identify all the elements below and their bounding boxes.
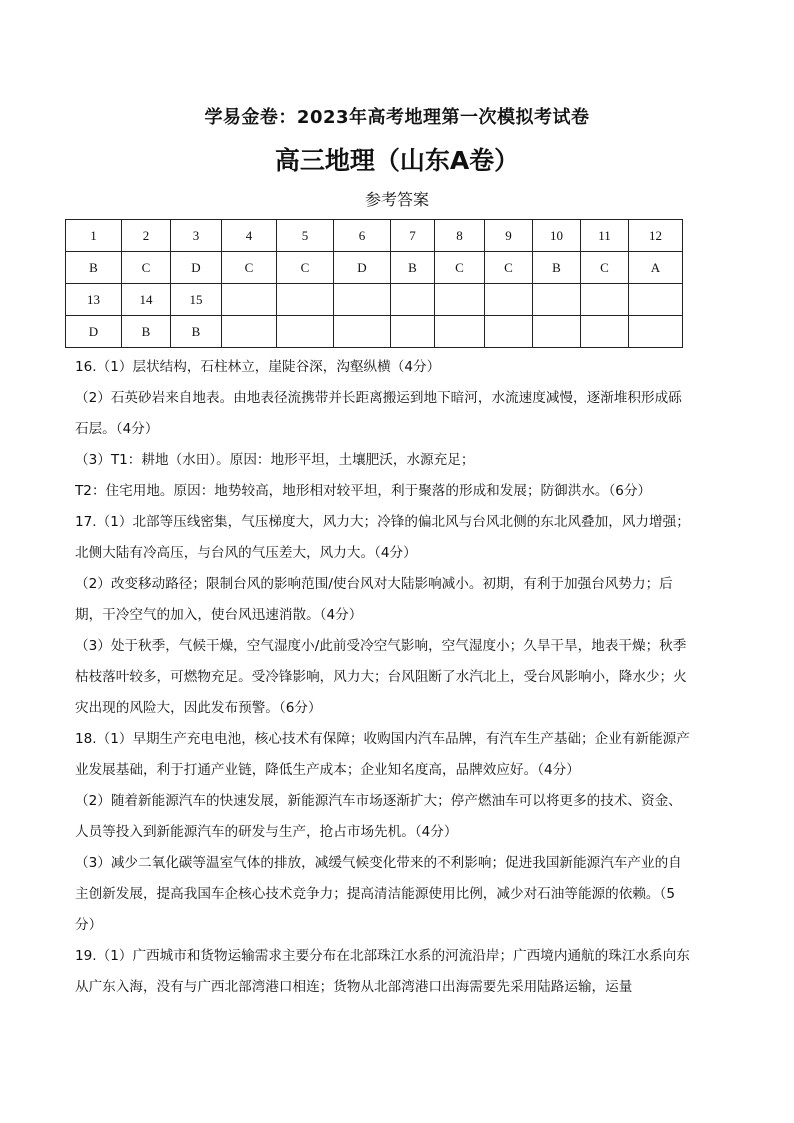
table-row — [66, 284, 683, 316]
answer-17-2: （2）改变移动路径；限制台风的影响范围/使台风对大陆影响减小。初期，有利于加强台风势力；后期，干冷空气的加入，使台风迅速消散。（4分） — [75, 576, 673, 623]
section-title: 参考答案 — [364, 190, 429, 209]
table-cell: C — [581, 252, 629, 284]
table-cell — [435, 284, 485, 316]
table-cell: 13 — [66, 284, 122, 316]
table-cell: B — [122, 316, 171, 348]
table-cell: B — [171, 316, 222, 348]
table-cell — [334, 284, 391, 316]
table-cell: 12 — [629, 220, 683, 252]
table-cell — [277, 316, 334, 348]
answer-16-3-t1: （3）T1：耕地（水田）。原因：地形平坦，土壤肥沃，水源充足； — [75, 452, 475, 468]
table-cell — [222, 316, 277, 348]
exam-subtitle: 高三地理（山东A卷） — [274, 146, 520, 175]
table-cell — [222, 284, 277, 316]
table-row — [66, 316, 683, 348]
table-cell: D — [66, 316, 122, 348]
table-cell — [485, 316, 533, 348]
table-cell: 4 — [222, 220, 277, 252]
table-cell: 14 — [122, 284, 171, 316]
answer-16-1: 16.（1）层状结构，石柱林立，崖陡谷深，沟壑纵横（4分） — [75, 359, 441, 375]
table-cell: B — [391, 252, 435, 284]
answer-18-2: （2）随着新能源汽车的快速发展，新能源汽车市场逐渐扩大；停产燃油车可以将更多的技术、资金、人员等投入到新能源汽车的研发与生产，抢占市场先机。（4分） — [75, 793, 682, 840]
table-cell: B — [66, 252, 122, 284]
table-cell: D — [171, 252, 222, 284]
table-cell — [391, 316, 435, 348]
answer-17-3: （3）处于秋季，气候干燥，空气湿度小/此前受冷空气影响，空气湿度小；久旱干旱，地表干燥；秋季枯枝落叶较多，可燃物充足。受冷锋影响，风力大；台风阻断了水汽北上，受台风影响小，降水少；火灾出现的风险大，因此发布预警。（6分） — [75, 638, 687, 716]
table-cell: 7 — [391, 220, 435, 252]
table-cell — [629, 316, 683, 348]
answer-19-1: 19.（1）广西城市和货物运输需求主要分布在北部珠江水系的河流沿岸；广西境内通航的珠江水系向东从广东入海，没有与广西北部湾港口相连；货物从北部湾港口出海需要先采用陆路运输，运量 — [75, 948, 690, 995]
answer-18-3: （3）减少二氧化碳等温室气体的排放，减缓气候变化带来的不利影响；促进我国新能源汽车产业的自主创新发展，提高我国车企核心技术竞争力；提高清洁能源使用比例，减少对石油等能源的依赖。（5分） — [75, 855, 682, 933]
table-cell: 8 — [435, 220, 485, 252]
table-cell — [334, 316, 391, 348]
table-cell: C — [277, 252, 334, 284]
answer-18-1: 18.（1）早期生产充电电池，核心技术有保障；收购国内汽车品牌，有汽车生产基础；企业有新能源产业发展基础，利于打通产业链，降低生产成本；企业知名度高，品牌效应好。（4分） — [75, 731, 690, 778]
table-cell — [581, 284, 629, 316]
table-cell: 3 — [171, 220, 222, 252]
table-row — [66, 220, 683, 252]
table-cell — [581, 316, 629, 348]
table-cell — [391, 284, 435, 316]
exam-title: 学易金卷：2023年高考地理第一次模拟考试卷 — [204, 107, 590, 128]
table-cell: B — [533, 252, 581, 284]
table-cell — [435, 316, 485, 348]
answer-17-1: 17.（1）北部等压线密集，气压梯度大，风力大；冷锋的偏北风与台风北侧的东北风叠加，风力增强；北侧大陆有冷高压，与台风的气压差大，风力大。（4分） — [75, 514, 690, 561]
table-cell — [533, 284, 581, 316]
table-cell: 9 — [485, 220, 533, 252]
answer-16-2: （2）石英砂岩来自地表。由地表径流携带并长距离搬运到地下暗河，水流速度减慢，逐渐堆积形成砾石层。（4分） — [75, 390, 682, 437]
table-cell — [629, 284, 683, 316]
table-cell: 6 — [334, 220, 391, 252]
table-cell: 2 — [122, 220, 171, 252]
table-cell: C — [222, 252, 277, 284]
answer-16-3-t2: T2：住宅用地。原因：地势较高，地形相对较平坦，利于聚落的形成和发展；防御洪水。（6分） — [75, 483, 652, 499]
table-cell — [485, 284, 533, 316]
table-cell: 1 — [66, 220, 122, 252]
table-cell — [277, 284, 334, 316]
table-row — [66, 252, 683, 284]
table-cell: 15 — [171, 284, 222, 316]
answer-text — [75, 352, 695, 1003]
table-cell: 5 — [277, 220, 334, 252]
table-cell: 11 — [581, 220, 629, 252]
table-cell: C — [485, 252, 533, 284]
table-cell — [533, 316, 581, 348]
table-cell: C — [122, 252, 171, 284]
table-cell: D — [334, 252, 391, 284]
table-cell: A — [629, 252, 683, 284]
table-cell: C — [435, 252, 485, 284]
answer-table — [65, 219, 683, 348]
table-cell: 10 — [533, 220, 581, 252]
